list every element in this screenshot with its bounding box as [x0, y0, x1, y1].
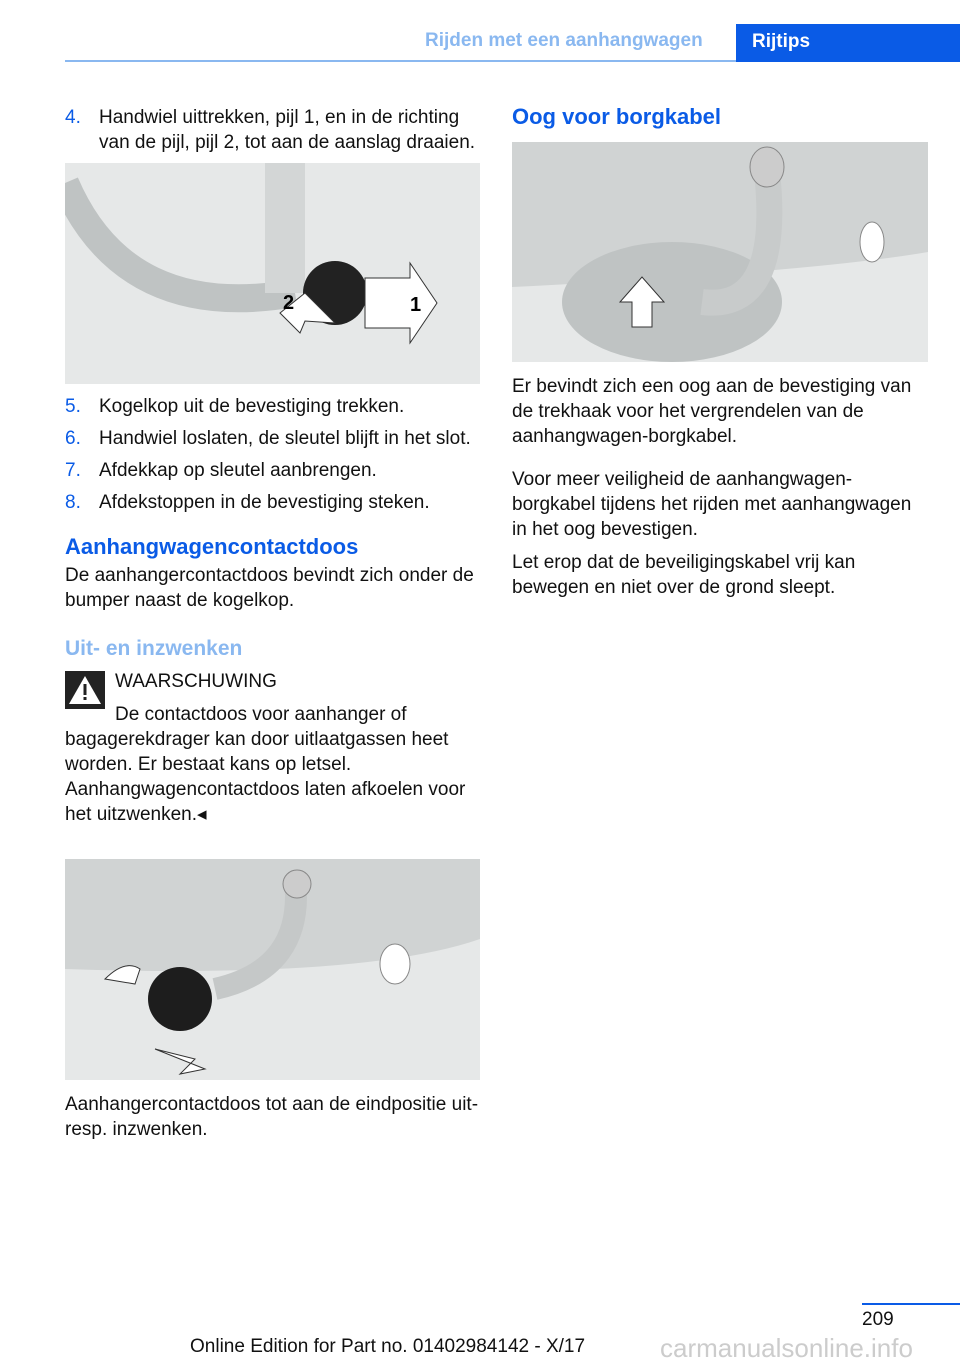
step-text: Handwiel uittrekken, pijl 1, en in de richting van de pijl, pijl 2, tot aan de aanslag draaien.	[99, 107, 476, 153]
figure-handwheel	[65, 163, 480, 384]
paragraph: Er bevindt zich een oog aan de bevestiging van de trekhaak voor het vergrendelen van de aanhangwagen-borgkabel.	[512, 376, 912, 447]
section-heading: Oog voor borgkabel	[512, 104, 722, 129]
figure-cable-eye	[512, 142, 928, 362]
step-number: 6.	[65, 428, 81, 449]
tow-hook-illustration	[512, 142, 928, 362]
socket-illustration	[65, 859, 480, 1080]
step-number: 8.	[65, 492, 81, 513]
step-item	[65, 394, 483, 419]
arrow-label-1: 1	[410, 294, 422, 316]
arrow-label-2: 2	[283, 292, 295, 314]
footer-edition: Online Edition for Part no. 01402984142 - X/17	[190, 1336, 586, 1357]
step-item	[65, 458, 483, 483]
warning-text: De contactdoos voor aanhanger of bagagerekdrager kan door uitlaatgassen heet worden. Er bestaat kans op letsel. Aanhangwagencontactdoos laten afkoelen voor het uitzwenken.◂	[65, 704, 466, 825]
header-chapter-tab: Rijtips	[736, 24, 960, 62]
paragraph: Voor meer veiligheid de aanhangwagen-borgkabel tijdens het rijden met aanhangwagen in het oog bevestigen.	[512, 469, 912, 540]
subsection-heading: Uit- en inzwenken	[65, 637, 243, 660]
step-text: Afdekkap op sleutel aanbrengen.	[99, 460, 377, 481]
section-intro: De aanhangercontactdoos bevindt zich onder de bumper naast de kogelkop.	[65, 565, 474, 611]
right-column	[512, 103, 928, 600]
step-number: 5.	[65, 396, 81, 417]
step-item	[65, 105, 483, 155]
figure-socket	[65, 859, 480, 1080]
paragraph: Let erop dat de beveiligingskabel vrij kan bewegen en niet over de grond sleept.	[512, 552, 856, 598]
section-heading: Aanhangwagencontactdoos	[65, 534, 359, 559]
step-item	[65, 490, 483, 515]
step-number: 4.	[65, 107, 81, 128]
page-number-rule	[862, 1303, 960, 1305]
step-text: Handwiel loslaten, de sleutel blijft in het slot.	[99, 428, 471, 449]
step-item	[65, 426, 483, 451]
step-text: Kogelkop uit de bevestiging trekken.	[99, 396, 405, 417]
warning-title: WAARSCHUWING	[115, 671, 277, 692]
header-rule	[65, 60, 736, 62]
warning-icon	[65, 671, 105, 709]
page-number: 209	[862, 1309, 894, 1330]
figure-caption: Aanhangercontactdoos tot aan de eindpositie uit- resp. inzwenken.	[65, 1094, 479, 1140]
left-column	[65, 105, 483, 1142]
step-number: 7.	[65, 460, 81, 481]
header-section-title: Rijden met een aanhangwagen	[425, 30, 703, 51]
warning-block	[65, 669, 483, 827]
handwheel-illustration	[65, 163, 480, 384]
step-text: Afdekstoppen in de bevestiging steken.	[99, 492, 430, 513]
watermark: carmanualsonline.info	[660, 1333, 913, 1362]
